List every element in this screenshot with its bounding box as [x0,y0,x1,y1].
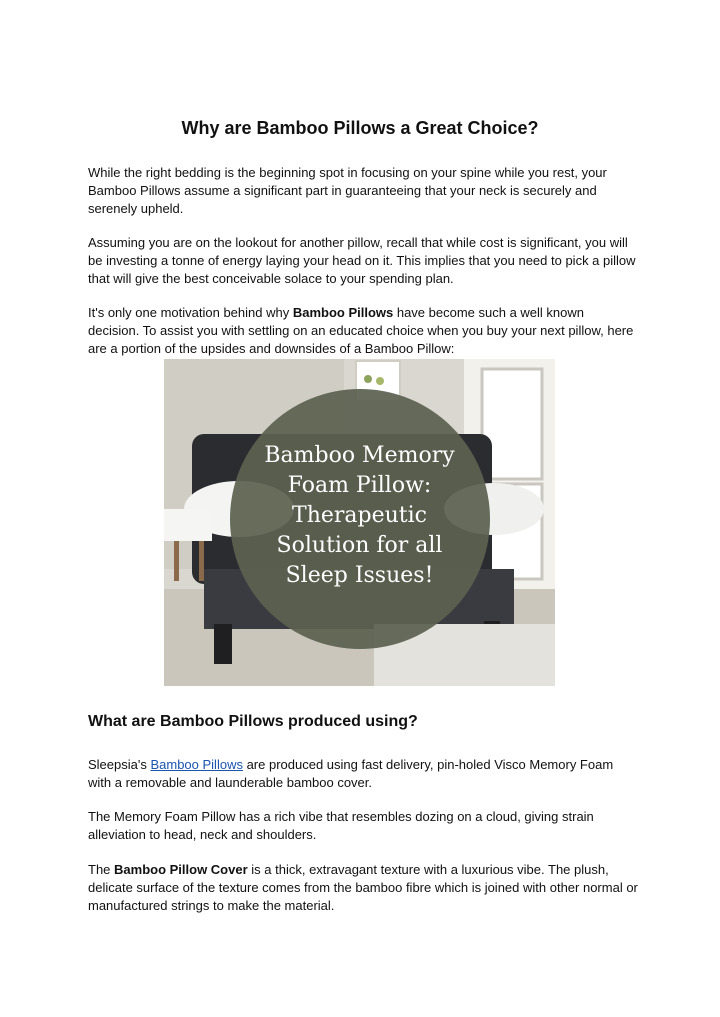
cover-text-before: The [88,862,115,877]
intro-paragraph: While the right bedding is the beginning spot in focusing on your spine while you rest, your Bamboo Pillows assume a significant part in guaranteeing that your neck is securely and serenely upheld. [88,165,607,216]
section-heading: What are Bamboo Pillows produced using? [88,713,418,730]
materials-text-after: are produced using fast delivery, pin-holed Visco Memory Foam with a removable and launderable bamboo cover. [88,757,614,790]
materials-paragraph [88,756,638,792]
bamboo-pillows-link[interactable]: Bamboo Pillows [150,757,243,772]
photo-overlay-caption [254,441,465,591]
memory-foam-paragraph: The Memory Foam Pillow has a rich vibe that resembles dozing on a cloud, giving strain alleviation to head, neck and shoulders. [88,809,594,842]
cover-text-after: is a thick, extravagant texture with a luxurious vibe. The plush, delicate surface of the texture comes from the bamboo fibre which is joined with other normal or manufactured strings to make the material. [88,862,638,913]
motivation-text-after: have become such a well known decision. To assist you with settling on an educated choice when you buy your next pillow, here are a portion of the upsides and downsides of a Bamboo Pillow: [88,305,634,356]
materials-text-before: Sleepsia's [88,757,151,772]
cost-paragraph: Assuming you are on the lookout for another pillow, recall that while cost is significant, you will be investing a tonne of energy laying your head on it. This implies that you need to pick a pillow that will give the best conceivable solace to your spending plan. [88,235,636,286]
overlay-line-2: Foam Pillow: [287,473,432,498]
overlay-line-4: Solution for all [276,533,443,558]
overlay-line-5: Sleep Issues! [285,563,434,588]
page-title: Why are Bamboo Pillows a Great Choice? [181,118,539,138]
bamboo-pillows-bold: Bamboo Pillows [292,305,394,320]
bamboo-pillow-photo [164,359,555,686]
motivation-paragraph [88,304,638,358]
overlay-line-1: Bamboo Memory [264,443,455,468]
bamboo-pillow-cover-bold: Bamboo Pillow Cover [114,862,248,877]
pillow-cover-paragraph [88,861,638,915]
motivation-text-before: It's only one motivation behind why [88,305,293,320]
overlay-line-3: Therapeutic [292,503,427,528]
